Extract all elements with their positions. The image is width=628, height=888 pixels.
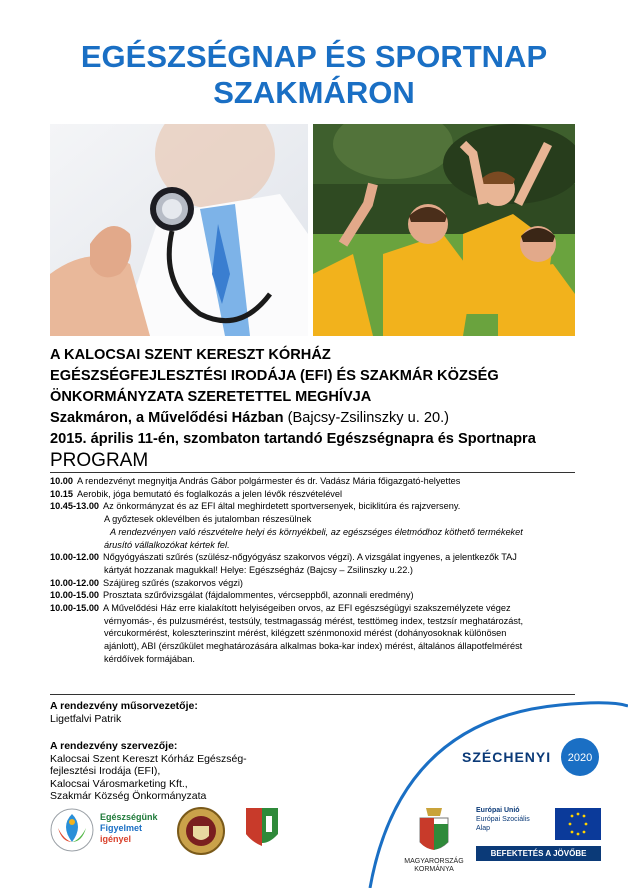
efi-logo bbox=[100, 812, 158, 845]
eu-flag-icon bbox=[555, 808, 601, 845]
invitation-line-3: ÖNKORMÁNYZATA SZERETETTEL MEGHÍVJA bbox=[50, 389, 372, 405]
schedule-text: Prosztata szűrővizsgálat (fájdalommentes, vércseppből, azonnali eredmény) bbox=[103, 590, 414, 601]
poster-title-line-2: SZAKMÁRON bbox=[213, 75, 415, 110]
event-date-rest: szombaton tartandó Egészségnapra és Sportnapra bbox=[183, 431, 536, 447]
government-label-line: KORMÁNYA bbox=[414, 866, 454, 873]
eu-label bbox=[476, 806, 530, 833]
organizer-line: Kalocsai Városmarketing Kft., bbox=[50, 777, 188, 790]
befektetes-banner: BEFEKTETÉS A JÖVŐBE bbox=[476, 846, 601, 861]
invitation-line-2: EGÉSZSÉGFEJLESZTÉSI IRODÁJA (EFI) ÉS SZAKMÁR KÖZSÉG bbox=[50, 368, 499, 384]
szechenyi-logo-text: SZÉCHENYI bbox=[462, 749, 552, 765]
schedule-text: Az önkormányzat és az EFI által meghirdetett sportversenyek, biciklitúra és rajzverseny. bbox=[103, 501, 461, 512]
schedule-text-continued: kártyát hozzanak magukkal! Helye: Egészségház (Bajcsy – Zsilinszky u.22.) bbox=[104, 564, 413, 575]
eu-label-line: Európai Szociális bbox=[476, 816, 530, 823]
schedule-time: 10.00-12.00 bbox=[50, 552, 100, 563]
schedule-note: A győztesek oklevélben és jutalomban részesülnek bbox=[104, 514, 312, 525]
venue-address: (Bajcsy-Zsilinszky u. 20.) bbox=[287, 410, 450, 426]
schedule-time: 10.00-15.00 bbox=[50, 603, 100, 614]
szechenyi-year: 2020 bbox=[567, 752, 593, 764]
organizer-line: Kalocsai Szent Kereszt Kórház Egészség- bbox=[50, 752, 247, 765]
schedule-time: 10.15 bbox=[50, 488, 73, 499]
host-label: A rendezvény műsorvezetője: bbox=[50, 700, 198, 712]
schedule-text-continued: vércukormérést, koleszterinszint mérést, kilégzett szénmonoxid mérést (dohányosoknak különösen bbox=[104, 628, 507, 639]
schedule-text: Nőgyógyászati szűrés (szülész-nőgyógyász szakorvos végzi). A vizsgálat ingyenes, a jelentkezők TAJ bbox=[103, 552, 517, 563]
schedule-time: 10.45-13.00 bbox=[50, 501, 100, 512]
efi-logo-text: Egészségünk bbox=[100, 812, 158, 822]
organizer-line: fejlesztési Irodája (EFI), bbox=[50, 765, 161, 777]
invitation-line-1: A KALOCSAI SZENT KERESZT KÓRHÁZ bbox=[50, 347, 331, 363]
schedule-text-continued: ajánlott), ABI (érszűkület meghatározására alkalmas boka-kar index) mérést, általános állapotfelmérést bbox=[104, 641, 523, 652]
schedule-time: 10.00-12.00 bbox=[50, 577, 100, 588]
organizer-line: Szakmár Község Önkormányzata bbox=[50, 790, 207, 802]
schedule-time: 10.00 bbox=[50, 476, 73, 486]
schedule-note-italic: A rendezvényen való részvételre helyi és környékbeli, az egészséges életmódhoz köthető termékeket bbox=[110, 526, 523, 537]
venue-name: Szakmáron, a Művelődési Házban bbox=[50, 410, 284, 426]
host-name: Ligetfalvi Patrik bbox=[50, 712, 122, 725]
efi-logo-text: igényel bbox=[100, 834, 132, 844]
eu-label-line: Európai Unió bbox=[476, 807, 520, 814]
schedule-text: A Művelődési Ház erre kialakított helyiségeiben orvos, az EFI egészségügyi szakszemélyzete végez bbox=[103, 603, 511, 614]
schedule-note-italic: árusító vállalkozókat kértek fel. bbox=[104, 539, 230, 550]
government-label bbox=[398, 858, 470, 874]
hungary-crest-icon bbox=[414, 804, 454, 863]
government-label-line: MAGYARORSZÁG bbox=[404, 858, 464, 865]
hospital-logo bbox=[48, 806, 96, 861]
program-heading: PROGRAM bbox=[50, 450, 149, 471]
schedule-text-continued: kérdőívek formájában. bbox=[104, 653, 195, 664]
schedule-text: Szájüreg szűrés (szakorvos végzi) bbox=[103, 577, 243, 588]
kalocsa-seal-logo bbox=[176, 806, 226, 861]
eu-label-line: Alap bbox=[476, 825, 491, 832]
poster-title-line-1: EGÉSZSÉGNAP ÉS SPORTNAP bbox=[80, 39, 548, 74]
szakmar-coat-of-arms bbox=[244, 806, 280, 857]
schedule-text-continued: vérnyomás-, és pulzusmérést, testsúly, testmagasság mérést, testtömeg index, testzsír meghatározást, bbox=[104, 615, 524, 626]
schedule-text: A rendezvényt megnyitja András Gábor polgármester és dr. Vadász Mária főigazgató-helyettes bbox=[77, 476, 461, 486]
schedule-text: Aerobik, jóga bemutató és foglalkozás a jelen lévők részvételével bbox=[77, 488, 343, 499]
event-date: 2015. április 11-én, bbox=[50, 431, 179, 447]
szechenyi-2020-badge bbox=[560, 737, 600, 782]
schedule-time: 10.00-15.00 bbox=[50, 590, 100, 601]
organizers-label: A rendezvény szervezője: bbox=[50, 740, 178, 752]
efi-logo-text: Figyelmet bbox=[100, 823, 143, 833]
